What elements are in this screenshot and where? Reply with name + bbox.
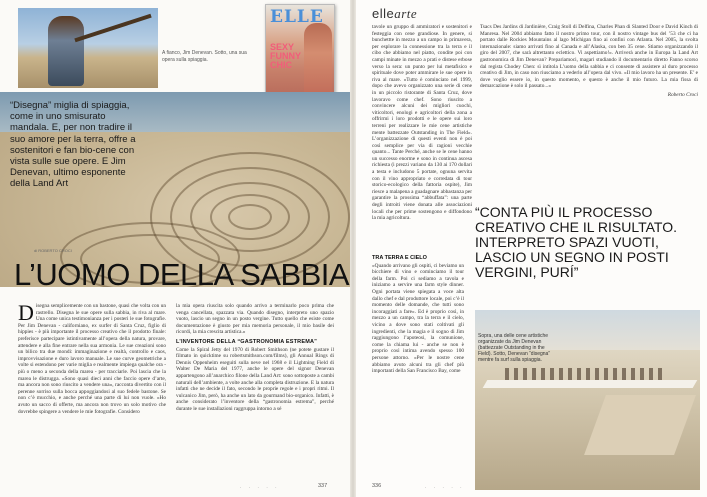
cover-line: FUNNY — [270, 51, 301, 61]
section-label-arte: arte — [394, 6, 418, 21]
cover-line: CHIC — [270, 60, 292, 70]
cover-line: SEXY — [270, 42, 295, 52]
photo-rake — [74, 14, 151, 43]
signature: Roberto Croci — [667, 91, 698, 98]
jim-denevan-photo — [18, 8, 158, 88]
dinner-caption: Sopra, una delle cene artistiche organizzate da Jim Denevan (battezzate Outstanding in the Field). Sotto, Denevan “disegna” mentre fa surf sulla spiaggia. — [478, 333, 550, 363]
body-text: la mia opera riuscita solo quando arrivo a terminarlo poco prima che venga cancellata, spazzata via. Quando disegno, interpreto uno spazio vuoto, lascio un segno in un posto vergine. Tutto quello che esiste come documentazione è giusto per mia memoria personale, il mio basile dei ricordi, la mia crescita artistica.» — [176, 303, 334, 336]
standfirst: “Disegna” miglia di spiaggia, come in uno smisurato mandala. E, per non tradire il suo amore per la terra, offre a sostenitori e fan bio-cene con vista sulle sue opere. E Jim Denevan, ultimo esponente della Land Art — [10, 100, 136, 190]
magazine-cover-thumbnail — [265, 4, 335, 99]
section-label — [372, 6, 417, 22]
body-column-r2 — [480, 24, 698, 101]
subheading: L’INVENTORE DELLA “GASTRONOMIA ESTREMA” — [176, 338, 318, 345]
long-table — [483, 380, 698, 388]
pull-quote: “CONTA PIÙ IL PROCESSO CREATIVO CHE IL RISULTATO. INTERPRETO SPAZI VUOTI, LASCIO UN SEGNO IN POSTI VERGINI, PURÍ” — [475, 204, 677, 280]
body-column-2 — [176, 303, 334, 415]
cover-model — [304, 23, 332, 98]
body-column-1 — [18, 300, 166, 417]
gutter — [350, 0, 356, 497]
subheading-r: TRA TERRA E CIELO — [372, 255, 427, 261]
left-page — [0, 0, 352, 497]
body-text: isegna semplicemente con un bastone, quasi che volta con un rastrello. Disegna le sue opere sulla sabbia, in riva al mare. Una come unica testimonianza per i posteri le sue fotografie. Per Jim Denevan - californiano, ex surfer di Santa Cruz, figlio di hippies - è più importante il processo creativo che il prodotto finale: preferisce partecipare istintivamente all’opera della natura, provare, attendere e alla fine entrare nella sua armonia. Le sue creazioni sono un bilico tra due mondi: immaginazione e realtà, controllo e caos, improvvisazione e duro lavoro manuale. Le sue curve geometriche a volte si estendono per varie miglia e realmente impiega qualche ora - più o meno a seconda della marea - per tracciarle. Poi lascia che la marea le distrugga. «Sono quasi dieci anni che faccio opere d’arte, ma ancora non sono riuscito a vendere una», racconta divertito con il perenne sorriso sulla bocca appoggiandosi al suo fedele bastone. Se non c’è mucchio, e anche perché una parte di lui non vuole. «Ho avuto un sacco di offerte, ma ancora non trovo un solo motivo che dovrebbe spingere a vendere le mie fotografie. Considero — [18, 303, 166, 415]
top-photo-caption: A fianco, Jim Denevan. Sotto, una sua opera sulla spiaggia. — [162, 50, 247, 63]
page-number: 337 — [318, 483, 328, 489]
headline: L’UOMO DELLA SABBIA — [14, 257, 350, 292]
body-column-r-low — [372, 255, 464, 377]
byline: di ROBERTO CROCI — [34, 248, 72, 253]
sand-spiral — [228, 204, 272, 230]
page-number: 336 — [372, 483, 382, 489]
photo-figure — [48, 16, 84, 86]
body-text: Tsacs Des Jardins di Jardinière, Craig Stoll di Delfina, Charles Phan di Slanted Door e David Kinch di Manresa. Nel 2004 abbiamo fatto il nostro primo tour, con il nostro vintage bus del ’53 che ci ha portato dalle Rockies Mountains al lago Michigan fino ai confini con Atlanta. Nel 2005, la svolta internazionale: siamo arrivati fino al Canada e all’Alaska, con ben 35 cene. Stiamo organizzando il giro del 2007, che sarà altrettanto eclettico. Vi aspettiamo!». Arriverà anche in Europa la Land Art gastronomica di Jim Denevan? Prepariamoci, magari studiando il documentario diretto Fanno scorso dal regista Chodey Chen: sì intitola L’uomo della sabbia e ci consente di assistere al duro processo creativo di Jim, in caso non riusciamo a vederlo all’opera dal vivo. «Il mio lavoro ha un presente. E’ e dove voglio essere io, in questo momento, e questo è anche il mio futuro. La mia fissa di demarcazione è solo il passato...» — [480, 24, 698, 90]
body-text: «Quando arrivano gli ospiti, ci beviamo un bicchiere di vino e cominciamo il tour della farm. Poi ci sediamo a tavola e iniziamo a servire una farm style dinner. Ogni portata viene spiegata a voce alta dallo chef e dal produttore locale, poi c’è il momento delle domande, che tutti sono incoraggiati a fare». Ed è proprio così, in mezzo a un campo, tra la terra e il cielo, vicino a dove sono stati coltivati gli ingredienti, che la magia e il sogno di Jim raggiungono l’apoteosi, la comunione, come la chiama lui - anche se non è proprio così intima avendo spesso 100 persone attorno. «Per le nostre cene abbiamo avuto alcuni tra gli chef più importanti della San Francisco Bay, come — [372, 262, 464, 375]
drop-cap: D — [18, 300, 34, 325]
tablecloth — [584, 395, 696, 455]
body-text: Come la Spiral Jetty del 1970 di Robert Smithson (ne potete gustare il filmato in quicktime su robertsmithson.com/films), gli Annual Rings di Dennis Oppenheim eseguiti sulla neve nel 1968 e il Lightning Field di Walter De Maria del 1977, anche le opere del signor Denevan appartengono all’anarchico filone della Land Art: sono sottoposte a cambi naturali dell’ambiente, a volte anche alla completa distruzione. E la natura infatti che ne decide il fato, secondo le proprie regole e i propri ritmi. Il vulcanico Jim, però, ha anche un lato da gourmand bio-organico. Infatti, è anche considerato l’inventore della “gastronomia estrema”, perché durante le sue installazioni raggruppa intorno a sé — [176, 346, 334, 412]
page-dots: . . . . . — [240, 484, 280, 490]
body-column-r1: tavole un gruppo di ammiratori e sostenitori e festeggia con cene grandiose. In genere, si bunchettte in mezzo a un campo in primavera, per esplorare la connessione tra la terra e il cibo che abbiamo nel piatto, condite poi con campi minate in mezzo a prati e distese erbose verso la sera: un punto per lui metafisico e spirituale dove poter ammirare le sue opere in riva al mare. «Tutto è cominciato nel 1999, dopo che avevo organizzato una serie di cene in un piccolo ristorante di Santa Cruz, dove lavoravo come chef. Sono riuscito a convincere alcuni dei migliori cuochi, viticoltori, enologi e agricoltori della zona a offrirmi i loro prodotti e le opere sui loro terreni per realizzare le mie cene artistiche mente battezzate Outstanding in The Field». L’organizzazione di questi eventi non è poi così semplice per via di ragioni vecchie quanto... Tante Perché, anche se le cene hanno un successo enorme e sono in continua ascesa richiesta (i prezzi variano da 130 ai 170 dollari a testa e includono 5 portate, ognuna servita con il vino appropriato e corredata di tour storico-ecologico della fattoria ospite), Jim riesce a malapena a guadagnare abbastanza per garantire la prossima “abbuffata”: una parte degli introiti viene donata alle associazioni locali che per prime sostengono e diffondono la mia agricoltura. — [372, 24, 472, 222]
section-label-elle: elle — [372, 6, 395, 21]
page-dots: . . . . . — [425, 484, 465, 490]
cover-logo: ELLE — [270, 7, 324, 27]
